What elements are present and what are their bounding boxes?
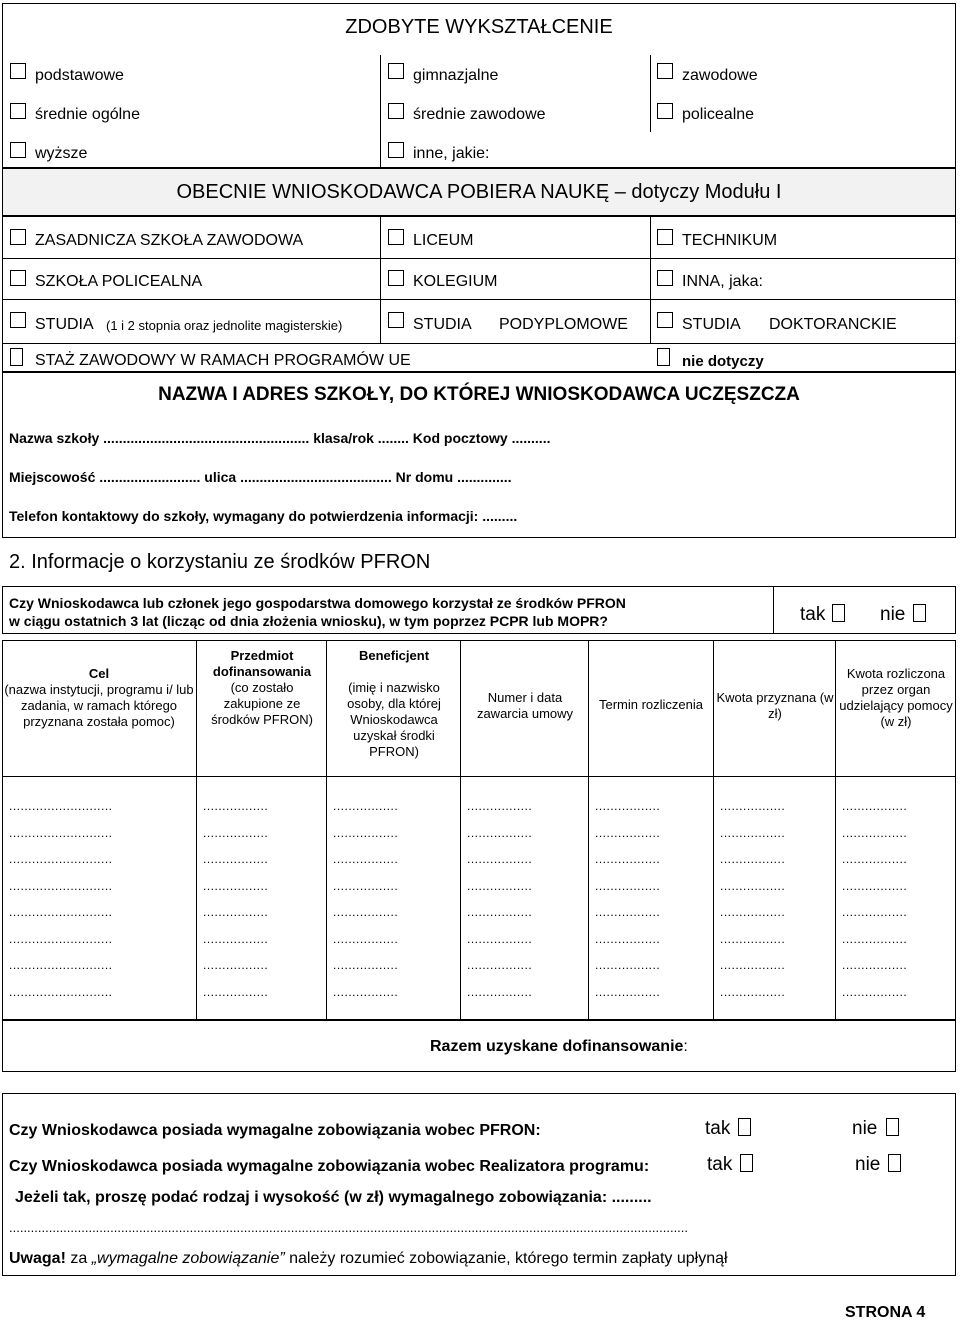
study-option: INNA, jaka: [682,273,763,290]
obligations-section [2,1093,956,1276]
checkbox-zawodowe[interactable] [657,63,673,79]
study-option: PODYPLOMOWE [499,316,628,333]
education-title: ZDOBYTE WYKSZTAŁCENIE [345,16,613,38]
total-label-text: Razem uzyskane dofinansowanie [430,1038,684,1055]
no-label: nie [852,1118,878,1139]
obligation-if-yes: Jeżeli tak, proszę podać rodzaj i wysokość (w zł) wymagalnego zobowiązania: ......... [15,1189,652,1206]
note-text: należy rozumieć zobowiązanie, którego termin zapłaty upłynął [284,1250,728,1267]
checkbox-podstawowe[interactable] [10,63,26,79]
checkbox-srednie-ogolne[interactable] [10,103,26,119]
study-option: STUDIA [682,316,741,333]
pfron-yes-checkbox[interactable] [832,604,845,622]
table-header-beneficjent [330,648,458,760]
study-option: nie dotyczy [682,353,764,370]
table-header-przedmiot [200,648,324,728]
table-column-dots[interactable]: ................. ................. ................. ................. ................. ................. ................. ................. [467,799,533,999]
no-label: nie [880,604,906,625]
table-column-dots[interactable]: ................. ................. ................. ................. ................. ................. ................. ................. [720,799,786,999]
study-option: SZKOŁA POLICEALNA [35,273,203,290]
study-option: STUDIA [35,316,94,333]
checkbox-staz[interactable] [10,348,23,366]
note-line [9,1250,728,1268]
table-header-termin [590,697,712,713]
header-text: (nazwa instytucji, programu i/ lub zadania, w ramach którego przyznana została pomoc) [4,682,194,729]
checkbox-technikum[interactable] [657,229,673,245]
table-header-umowa [464,690,586,722]
option-label: podstawowe [35,67,124,84]
page-number: STRONA 4 [845,1304,926,1321]
table-header-cel [4,666,194,730]
option-label: policealne [682,106,755,123]
yes-label: tak [800,604,826,625]
option-label: wyższe [35,145,88,162]
pfron-no-checkbox[interactable] [913,604,926,622]
option-label: zawodowe [682,67,758,84]
study-option: STAŻ ZAWODOWY W RAMACH PROGRAMÓW UE [35,352,411,369]
checkbox-nie-dotyczy[interactable] [657,348,670,366]
study-option: KOLEGIUM [413,273,498,290]
header-bold: Beneficjent [358,648,430,663]
option-label: gimnazjalne [413,67,499,84]
study-note: (1 i 2 stopnia oraz jednolite magisterskie) [106,318,343,333]
yes-label: tak [707,1154,733,1175]
header-bold: Przedmiot dofinansowania [212,648,312,679]
study-option: STUDIA [413,316,472,333]
header-text: Kwota przyznana (w zł) [716,690,834,721]
pfron-question-line2: w ciągu ostatnich 3 lat (licząc od dnia złożenia wniosku), w tym poprzez PCPR lub MOPR? [9,613,608,629]
pfron-section-title: 2. Informacje o korzystaniu ze środków PFRON [9,551,431,573]
header-text: Termin rozliczenia [598,697,704,712]
table-column-dots[interactable]: ................. ................. ................. ................. ................. ................. ................. ................. [333,799,399,999]
obligation-realizator-question: Czy Wnioskodawca posiada wymagalne zobowiązania wobec Realizatora programu: [9,1158,650,1175]
checkbox-wyzsze[interactable] [10,142,26,158]
obligation-pfron-question: Czy Wnioskodawca posiada wymagalne zobowiązania wobec PFRON: [9,1122,541,1139]
study-option: DOKTORANCKIE [769,316,897,333]
table-column-dots[interactable]: ................. ................. ................. ................. ................. ................. ................. ................. [203,799,269,999]
checkbox-policealne[interactable] [657,103,673,119]
study-title: OBECNIE WNIOSKODAWCA POBIERA NAUKĘ – dotyczy Modułu I [176,181,782,203]
obligation-dots-line[interactable]: ............................................................................................................................................................................................ [9,1220,689,1235]
checkbox-studia[interactable] [10,312,26,328]
table-column-dots[interactable]: ................. ................. ................. ................. ................. ................. ................. ................. [842,799,908,999]
checkbox-studia-doktoranckie[interactable] [657,312,673,328]
school-title: NAZWA I ADRES SZKOŁY, DO KTÓREJ WNIOSKODAWCA UCZĘSZCZA [158,384,800,405]
study-option: TECHNIKUM [682,232,778,249]
no-label: nie [855,1154,881,1175]
option-label: inne, jakie: [413,145,490,162]
header-text: (imię i nazwisko osoby, dla której Wnioskodawca uzyskał środki PFRON) [347,680,441,759]
header-text: Numer i data zawarcia umowy [476,690,574,721]
total-colon: : [683,1038,688,1055]
obligation-pfron-no-checkbox[interactable] [886,1118,899,1136]
checkbox-inna[interactable] [657,270,673,286]
note-text: za [65,1250,92,1267]
checkbox-srednie-zawodowe[interactable] [388,103,404,119]
checkbox-liceum[interactable] [388,229,404,245]
option-label: średnie zawodowe [413,106,546,123]
checkbox-kolegium[interactable] [388,270,404,286]
table-header-kwota-rozliczona [838,666,954,730]
checkbox-gimnazjalne[interactable] [388,63,404,79]
yes-label: tak [705,1118,731,1139]
note-italic: „wymagalne zobowiązanie” [91,1250,285,1267]
study-option: LICEUM [413,232,474,249]
note-bold: Uwaga! [9,1250,66,1267]
table-column-dots[interactable]: ........................... ........................... ........................... ........................... ........................... ........................... ........................... ........................... [9,799,113,999]
checkbox-zsz[interactable] [10,229,26,245]
obligation-realizator-no-checkbox[interactable] [888,1154,901,1172]
table-header-kwota-przyznana [716,690,834,722]
total-label [430,1038,688,1056]
checkbox-szkola-policealna[interactable] [10,270,26,286]
header-text: Kwota rozliczona przez organ udzielający pomocy (w zł) [839,666,953,729]
study-option: ZASADNICZA SZKOŁA ZAWODOWA [35,232,304,249]
school-address-line: Miejscowość .......................... ulica ....................................... Nr domu .............. [9,469,512,485]
school-name-line: Nazwa szkoły ..................................................... klasa/rok ........ Kod pocztowy .......... [9,430,551,446]
obligation-realizator-yes-checkbox[interactable] [740,1154,753,1172]
header-text: (co zostało zakupione ze środków PFRON) [211,680,313,727]
school-phone-line: Telefon kontaktowy do szkoły, wymagany do potwierdzenia informacji: ......... [9,508,518,524]
table-column-dots[interactable]: ................. ................. ................. ................. ................. ................. ................. ................. [595,799,661,999]
checkbox-studia-podyplomowe[interactable] [388,312,404,328]
obligation-pfron-yes-checkbox[interactable] [738,1118,751,1136]
checkbox-inne[interactable] [388,142,404,158]
pfron-question-line1: Czy Wnioskodawca lub członek jego gospodarstwa domowego korzystał ze środków PFRON [9,595,626,611]
header-bold: Cel [88,666,110,681]
option-label: średnie ogólne [35,106,140,123]
